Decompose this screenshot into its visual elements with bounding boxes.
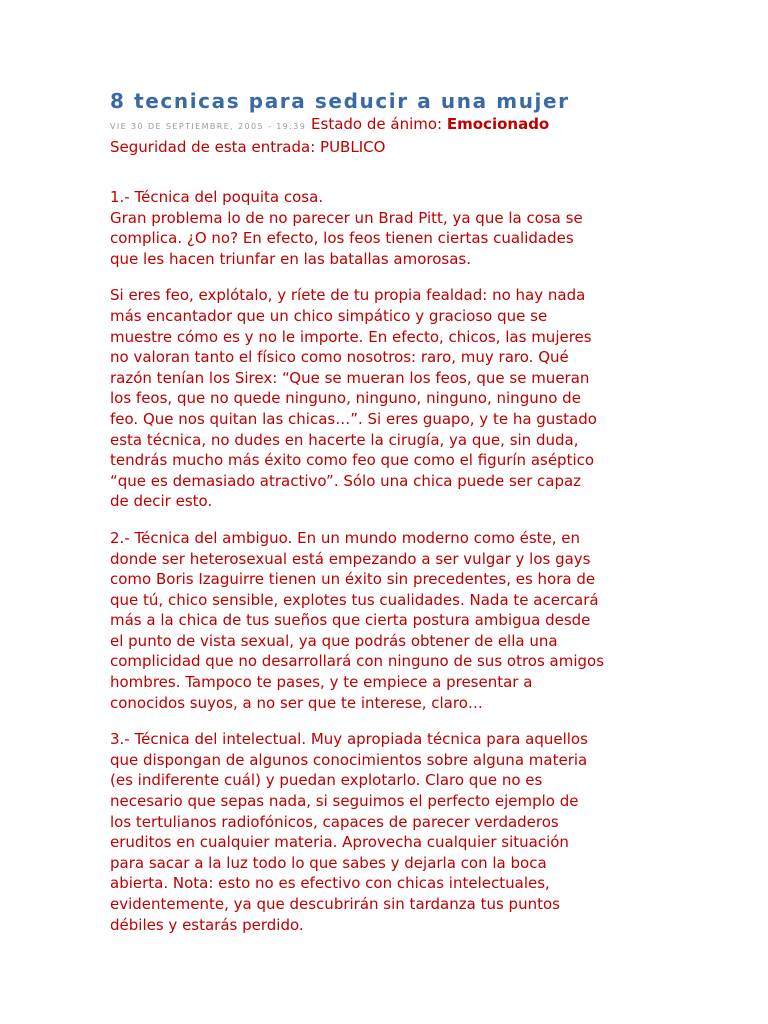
text-line: hombres. Tampoco te pases, y te empiece a presentar a <box>110 673 533 692</box>
text-line: donde ser heterosexual está empezando a ser vulgar y los gays <box>110 549 591 568</box>
text-line: los feos, que no quede ninguno, ninguno, ninguno, ninguno de <box>110 389 581 408</box>
text-line: Gran problema lo de no parecer un Brad Pitt, ya que la cosa se <box>110 208 583 227</box>
text-line: 1.- Técnica del poquita cosa. <box>110 188 324 206</box>
text-line: de decir esto. <box>110 492 213 511</box>
text-line: más encantador que un chico simpático y gracioso que se <box>110 306 548 325</box>
text-line: feo. Que nos quitan las chicas…”. Si eres guapo, y te ha gustado <box>110 409 597 428</box>
mood-label: Estado de ánimo: <box>311 115 443 133</box>
text-line: esta técnica, no dudes en hacerte la cirugía, ya que, sin duda, <box>110 430 579 449</box>
text-line: para sacar a la luz todo lo que sabes y dejarla con la boca <box>110 853 547 872</box>
text-line: que dispongan de algunos conocimientos sobre alguna materia <box>110 750 588 769</box>
text-line: complicidad que no desarrollará con ninguno de sus otros amigos <box>110 652 605 671</box>
paragraph-1 <box>110 187 650 269</box>
post-date: VIE 30 DE SEPTIEMBRE, 2005 - 19:39 <box>110 122 307 131</box>
text-line: necesario que sepas nada, si seguimos el perfecto ejemplo de <box>110 792 579 811</box>
text-line: Si eres feo, explótalo, y ríete de tu propia fealdad: no hay nada <box>110 286 586 305</box>
text-line: (es indiferente cuál) y puedan explotarlo. Claro que no es <box>110 771 543 790</box>
text-line: evidentemente, ya que descubrirán sin tardanza tus puntos <box>110 895 560 913</box>
text-line: el punto de vista sexual, ya que podrás obtener de ella una <box>110 631 558 650</box>
text-line: 2.- Técnica del ambiguo. En un mundo moderno como éste, en <box>110 528 581 547</box>
paragraph-4 <box>110 729 650 935</box>
text-line: como Boris Izaguirre tienen un éxito sin precedentes, es hora de <box>110 570 596 589</box>
text-line: “que es demasiado atractivo”. Sólo una chica puede ser capaz <box>110 471 582 490</box>
blog-post <box>110 88 650 951</box>
post-meta <box>110 114 650 137</box>
text-line: débiles y estarás perdido. <box>110 915 304 934</box>
text-line: no valoran tanto el físico como nosotros: raro, muy raro. Qué <box>110 348 569 367</box>
text-line: abierta. Nota: esto no es efectivo con chicas intelectuales, <box>110 874 550 893</box>
paragraph-2 <box>110 285 650 512</box>
text-line: más a la chica de tus sueños que cierta postura ambigua desde <box>110 611 591 630</box>
text-line: razón tenían los Sirex: “Que se mueran los feos, que se mueran <box>110 368 590 387</box>
text-line: complica. ¿O no? En efecto, los feos tienen ciertas cualidades <box>110 229 574 248</box>
text-line: que les hacen triunfar en las batallas amorosas. <box>110 249 472 268</box>
text-line: conocidos suyos, a no ser que te interese, claro… <box>110 693 483 712</box>
text-line: muestre cómo es y no le importe. En efecto, chicos, las mujeres <box>110 327 592 346</box>
text-line: los tertulianos radiofónicos, capaces de parecer verdaderos <box>110 812 559 831</box>
paragraph-3 <box>110 528 650 713</box>
post-security: Seguridad de esta entrada: PUBLICO <box>110 138 386 156</box>
mood-value: Emocionado <box>446 115 550 133</box>
post-body <box>110 187 650 935</box>
text-line: 3.- Técnica del intelectual. Muy apropiada técnica para aquellos <box>110 730 588 749</box>
text-line: eruditos en cualquier materia. Aprovecha cualquier situación <box>110 833 569 852</box>
post-title: 8 tecnicas para seducir a una mujer <box>110 89 570 113</box>
text-line: tendrás mucho más éxito como feo que como el figurín aséptico <box>110 451 595 470</box>
text-line: que tú, chico sensible, explotes tus cualidades. Nada te acercará <box>110 590 599 609</box>
